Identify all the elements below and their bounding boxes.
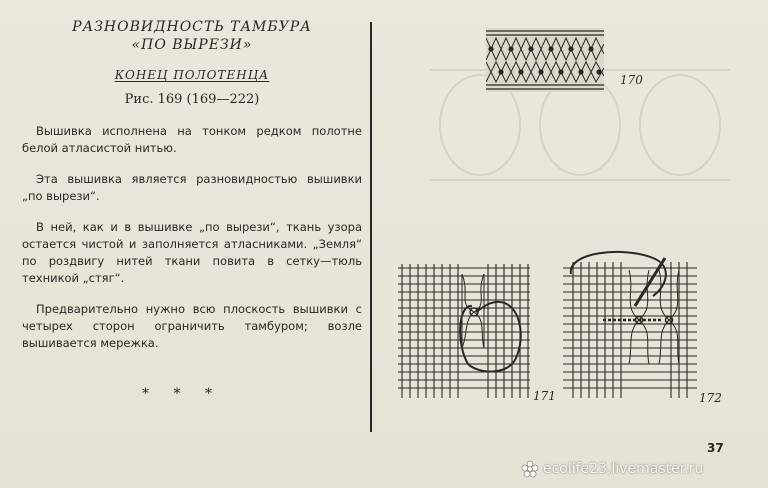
figure-170-label: 170 <box>620 73 643 87</box>
figure-172-grid-needle <box>563 246 697 398</box>
column-divider <box>370 22 372 432</box>
page-number: 37 <box>707 441 724 455</box>
watermark-text: ecolife23.livemaster.ru <box>543 461 704 477</box>
paragraph-2: Эта вышивка является разновидностью вышивки „по вырези“. <box>22 172 362 203</box>
section-subtitle: КОНЕЦ ПОЛОТЕНЦА <box>114 68 270 82</box>
section-stars: * * * <box>142 386 222 402</box>
text-column <box>22 18 362 402</box>
paragraph-3: В ней, как и в вышивке „по вырези“, ткань узора остается чистой и заполняется атласниками. „Земля“ по роздвигу нитей ткани повита в сетку—тюль техникой „стяг“. <box>22 220 362 285</box>
paragraph-1: Вышивка исполнена на тонком редком полотне белой атласистой нитью. <box>22 124 362 155</box>
figure-171-label: 171 <box>533 389 556 403</box>
title-line-2: «ПО ВЫРЕЗИ» <box>131 37 253 53</box>
flower-icon <box>521 460 539 478</box>
watermark <box>521 460 703 478</box>
paragraph-4: Предварительно нужно всю плоскость вышивки с четырех сторон ограничить тамбуром; возле вышивается мережка. <box>22 302 362 350</box>
figure-reference: Рис. 169 (169—222) <box>124 92 260 107</box>
figure-172-label: 172 <box>699 391 722 405</box>
figure-171-grid-stitch <box>398 264 530 398</box>
figure-170-lace-band <box>486 28 604 92</box>
title-line-1: РАЗНОВИДНОСТЬ ТАМБУРА <box>72 19 312 35</box>
section-title <box>22 18 362 54</box>
